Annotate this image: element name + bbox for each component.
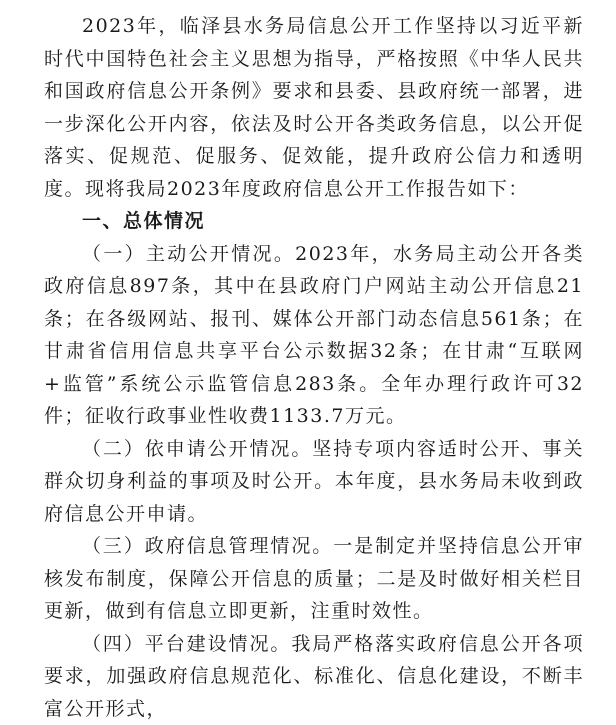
intro-paragraph: 2023年，临泽县水务局信息公开工作坚持以习近平新时代中国特色社会主义思想为指导，严格按照《中华人民共和国政府信息公开条例》要求和县委、县政府统一部署，进一步深化公开内容，依法及时公开各类政务信息，以公开促落实、促规范、促服务、促效能，提升政府公信力和透明度。现将我局2023年度政府信息公开工作报告如下： (44, 10, 584, 205)
report-document (44, 10, 584, 725)
paragraph-information-management: （三）政府信息管理情况。一是制定并坚持信息公开审核发布制度，保障公开信息的质量；二是及时做好相关栏目更新，做到有信息立即更新，注重时效性。 (44, 530, 584, 628)
paragraph-proactive-disclosure: （一）主动公开情况。2023年，水务局主动公开各类政府信息897条，其中在县政府门户网站主动公开信息21条；在各级网站、报刊、媒体公开部门动态信息561条；在甘肃省信用信息共享平台公示数据32条；在甘肃“互联网+监管”系统公示监管信息283条。全年办理行政许可32件；征收行政事业性收费1133.7万元。 (44, 238, 584, 433)
paragraph-request-disclosure: （二）依申请公开情况。坚持专项内容适时公开、事关群众切身利益的事项及时公开。本年度，县水务局未收到政府信息公开申请。 (44, 433, 584, 531)
section-heading: 一、总体情况 (44, 205, 584, 238)
paragraph-platform-construction: （四）平台建设情况。我局严格落实政府信息公开各项要求，加强政府信息规范化、标准化、信息化建设，不断丰富公开形式， (44, 628, 584, 725)
